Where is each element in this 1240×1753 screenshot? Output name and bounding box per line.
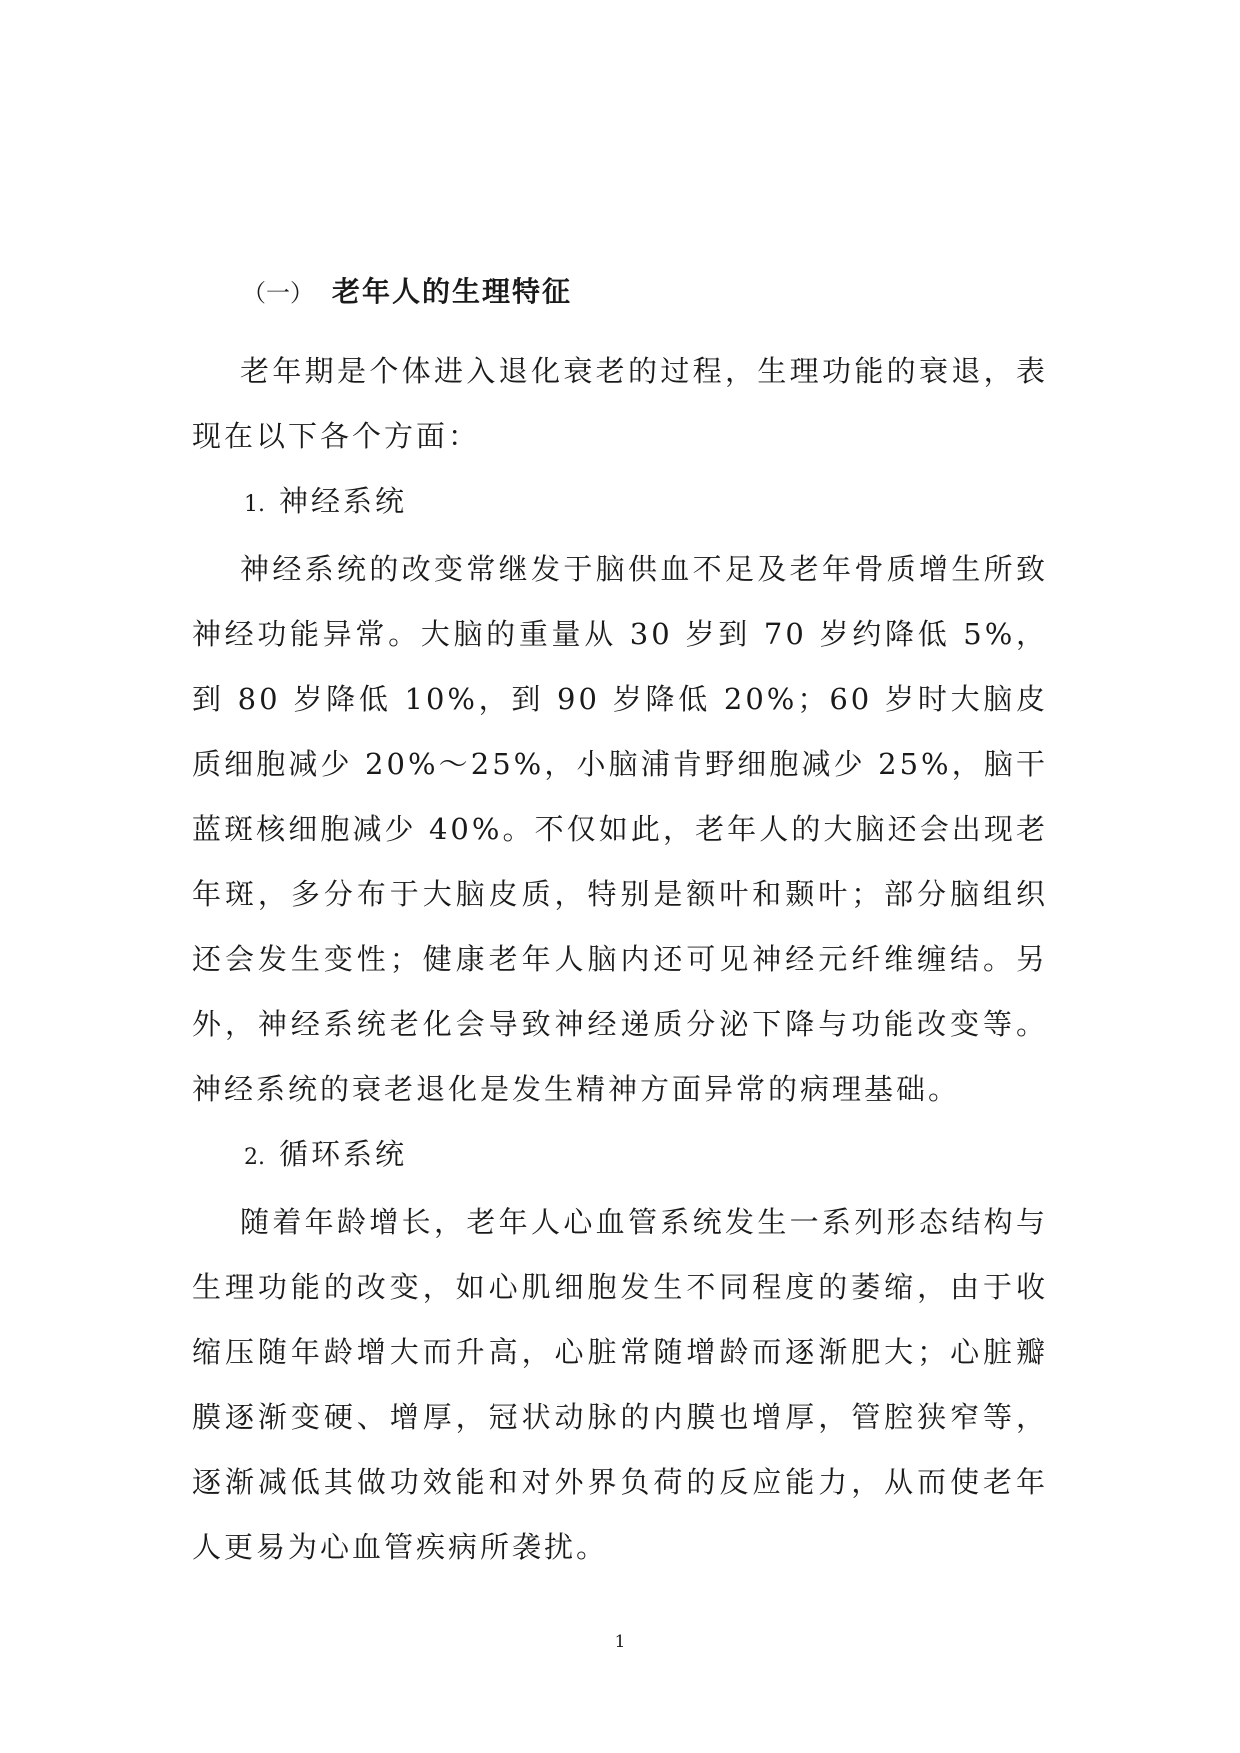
subsection-number: 1. <box>244 492 265 517</box>
nervous-system-paragraph: 神经系统的改变常继发于脑供血不足及老年骨质增生所致神经功能异常。大脑的重量从 30 岁到 70 岁约降低 5%，到 80 岁降低 10%，到 90 岁降低 20%；60 岁时大脑皮质细胞减少 20%～25%，小脑浦肯野细胞减少 25%，脑干蓝斑核细胞减少 40%。不仅如此，老年人的大脑还会出现老年斑，多分布于大脑皮质，特别是额叶和颞叶；部分脑组织还会发生变性；健康老年人脑内还可见神经元纤维缠结。另外，神经系统老化会导致神经递质分泌下降与功能改变等。神经系统的衰老退化是发生精神方面异常的病理基础。 <box>192 552 1048 1106</box>
page-content <box>192 268 1048 1580</box>
circulatory-system-paragraph: 随着年龄增长，老年人心血管系统发生一系列形态结构与生理功能的改变，如心肌细胞发生不同程度的萎缩，由于收缩压随年龄增大而升高，心脏常随增龄而逐渐肥大；心脏瓣膜逐渐变硬、增厚，冠状动脉的内膜也增厚，管腔狭窄等，逐渐减低其做功效能和对外界负荷的反应能力，从而使老年人更易为心血管疾病所袭扰。 <box>192 1205 1048 1564</box>
subsection-heading-circulatory-system <box>192 1122 1048 1190</box>
section-number: （一） <box>242 279 314 307</box>
intro-paragraph: 老年期是个体进入退化衰老的过程，生理功能的衰退，表现在以下各个方面： <box>192 354 1048 453</box>
section-title: 老年人的生理特征 <box>332 275 573 308</box>
section-heading <box>192 268 1048 317</box>
subsection-number: 2. <box>244 1145 265 1170</box>
subsection-title: 神经系统 <box>279 484 408 518</box>
page-number: 1 <box>614 1632 626 1652</box>
subsection-title: 循环系统 <box>279 1137 408 1171</box>
subsection-heading-nervous-system <box>192 469 1048 537</box>
